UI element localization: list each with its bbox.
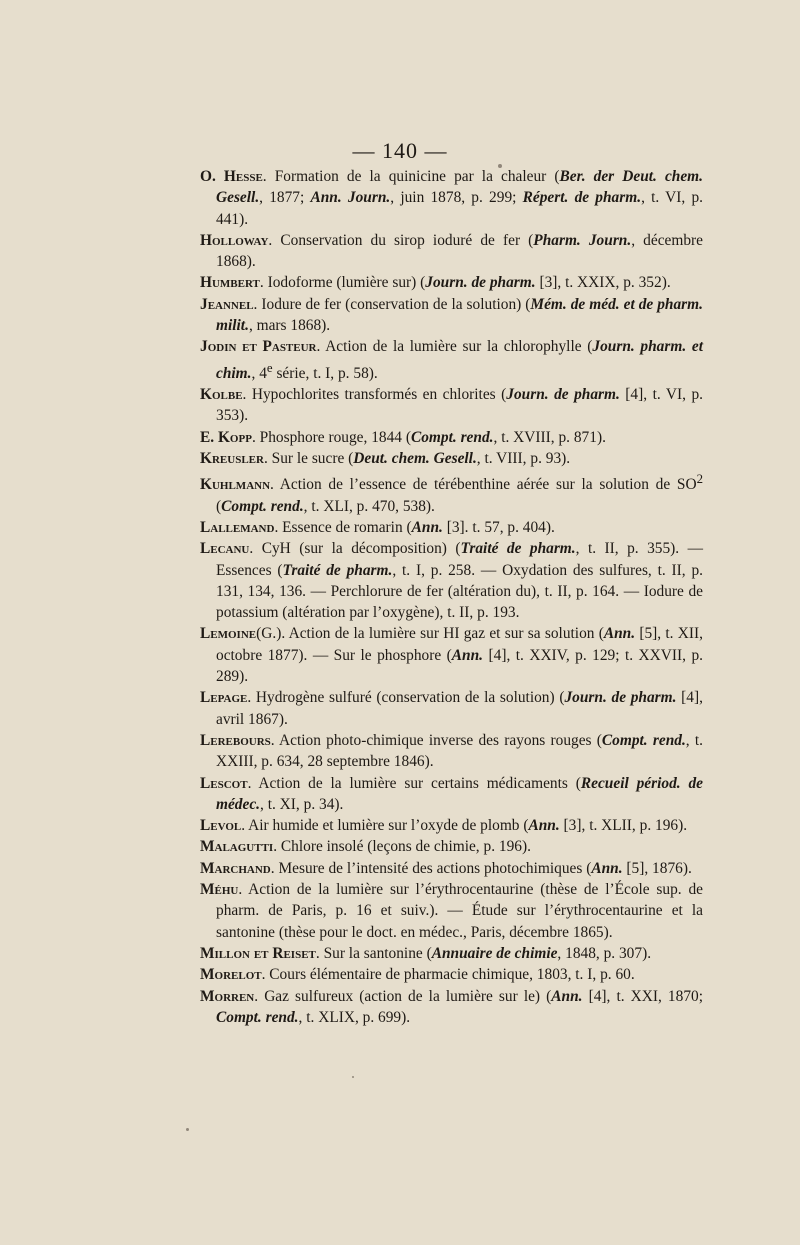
entry-text: (G.). Action de la lumière sur HI gaz et sur sa solution (Ann. [5], t. XII, octobre 1877). — Sur le phosphore (Ann. [4], t. XXIV, p. 129; t. XXVII, p. 289). (216, 625, 703, 686)
bibliography-entry (200, 384, 703, 427)
entry-author: Lescot (200, 774, 248, 792)
entry-author: Humbert (200, 274, 260, 292)
bibliography-entry (200, 230, 703, 273)
bibliography-entry (200, 943, 703, 964)
page-number: — 140 — (352, 138, 448, 163)
entry-text: . Mesure de l’intensité des actions photochimiques (Ann. [5], 1876). (270, 859, 692, 877)
entry-author: Jodin et Pasteur (200, 338, 317, 356)
bibliography-entry (200, 336, 703, 384)
bibliography-entry (200, 730, 703, 773)
bibliography-entry (200, 964, 703, 985)
entry-author: Levol (200, 817, 242, 835)
print-speck (352, 1076, 354, 1078)
entry-text: . Iodoforme (lumière sur) (Journ. de pharm. [3], t. XXIX, p. 352). (259, 274, 671, 292)
entry-author: Millon et Reiset (200, 944, 316, 962)
entry-text: . Action de la lumière sur l’érythrocentaurine (thèse de l’École sup. de pharm. de Paris, p. 16 et suiv.). — Étude sur l’érythrocentaurine et la santonine (thèse pour le doct. en médec., Paris, décembre 1865). (216, 881, 703, 941)
bibliography-entry (200, 623, 703, 687)
bibliography-entry (200, 773, 703, 816)
entry-text: . Iodure de fer (conservation de la solution) (Mém. de méd. et de pharm. milit., mars 1868). (216, 295, 703, 335)
entry-author: Méhu (200, 881, 239, 899)
bibliography-entry (200, 469, 703, 517)
bibliography-entry (200, 815, 703, 836)
entry-author: Lallemand (200, 519, 275, 536)
entry-text: . Action de la lumière sur la chlorophylle (Journ. pharm. et chim., 4e série, t. I, p. 58). (216, 338, 703, 382)
bibliography-entry (200, 448, 703, 469)
bibliography-entry (200, 427, 703, 448)
print-speck (186, 1128, 189, 1131)
entry-author: Morelot (200, 966, 262, 984)
entry-text: . Action photo-chimique inverse des rayons rouges (Compt. rend., t. XXIII, p. 634, 28 septembre 1846). (216, 731, 703, 771)
entry-author: Kreusler (200, 449, 264, 467)
entry-text: . Phosphore rouge, 1844 (Compt. rend., t. XVIII, p. 871). (251, 428, 606, 446)
entry-text: . Cours élémentaire de pharmacie chimique, 1803, t. I, p. 60. (261, 966, 635, 984)
entry-text: . Hypochlorites transformés en chlorites (Journ. de pharm. [4], t. VI, p. 353). (216, 386, 703, 425)
entry-author: Lecanu (200, 540, 250, 558)
entry-author: Holloway (200, 231, 269, 249)
entry-text: . Sur la santonine (Annuaire de chimie, 1848, p. 307). (315, 944, 652, 962)
entry-author: O. Hesse (200, 168, 263, 185)
entry-author: Kolbe (200, 386, 243, 404)
bibliography-entry (200, 272, 703, 293)
entry-author: E. Kopp (200, 428, 252, 446)
print-speck (498, 164, 502, 168)
bibliography-entry (200, 879, 703, 943)
entry-text: . Action de la lumière sur certains médicaments (Recueil périod. de médec., t. XI, p. 34). (216, 774, 704, 813)
entry-text: . Formation de la quinicine par la chaleur (Ber. der Deut. chem. Gesell., 1877; Ann. Journ., juin 1878, p. 299; Répert. de pharm., t. VI, p. 441). (216, 168, 703, 228)
bibliography-entry (200, 687, 703, 730)
entry-text: . Sur le sucre (Deut. chem. Gesell., t. VIII, p. 93). (263, 449, 571, 467)
entry-author: Lemoine (200, 625, 257, 643)
entry-author: Lepage (200, 689, 248, 707)
entry-author: Malagutti (200, 838, 274, 856)
bibliography-entry (200, 858, 703, 879)
bibliography-entry (200, 538, 703, 623)
entry-text: . Conservation du sirop ioduré de fer (Pharm. Journ., décembre 1868). (216, 231, 703, 271)
entry-text: . Action de l’essence de térébenthine aérée sur la solution de $SO^2$ (Compt. rend., t. XLI, p. 470, 538). (216, 472, 703, 515)
bibliography-list (200, 166, 703, 1028)
entry-text: . Gaz sulfureux (action de la lumière sur le) (Ann. [4], t. XXI, 1870; Compt. rend., t. XLIX, p. 699). (216, 987, 703, 1026)
entry-author: Morren (200, 987, 255, 1005)
entry-text: . Essence de romarin (Ann. [3]. t. 57, p. 404). (274, 519, 555, 536)
bibliography-entry (200, 517, 703, 538)
bibliography-entry (200, 166, 703, 230)
entry-text: . CyH (sur la décomposition) (Traité de pharm., t. II, p. 355). — Essences (Traité de pharm., t. I, p. 258. — Oxydation des sulfures, t. II, p. 131, 134, 136. — Perchlorure de fer (altération du), t. II, p. 164. — Iodure de potassium (altération par l’oxygène), t. II, p. 193. (216, 540, 704, 622)
entry-text: . Hydrogène sulfuré (conservation de la solution) (Journ. de pharm. [4], avril 1867). (216, 689, 703, 728)
entry-author: Marchand (200, 859, 271, 877)
entry-author: Kuhlmann (200, 476, 271, 494)
entry-text: . Air humide et lumière sur l’oxyde de plomb (Ann. [3], t. XLII, p. 196). (241, 817, 688, 835)
entry-text: . Chlore insolé (leçons de chimie, p. 196). (273, 838, 531, 856)
entry-author: Lerebours (200, 731, 271, 749)
bibliography-entry (200, 986, 703, 1029)
bibliography-entry (200, 294, 703, 337)
bibliography-entry (200, 836, 703, 857)
entry-author: Jeannel (200, 295, 254, 313)
